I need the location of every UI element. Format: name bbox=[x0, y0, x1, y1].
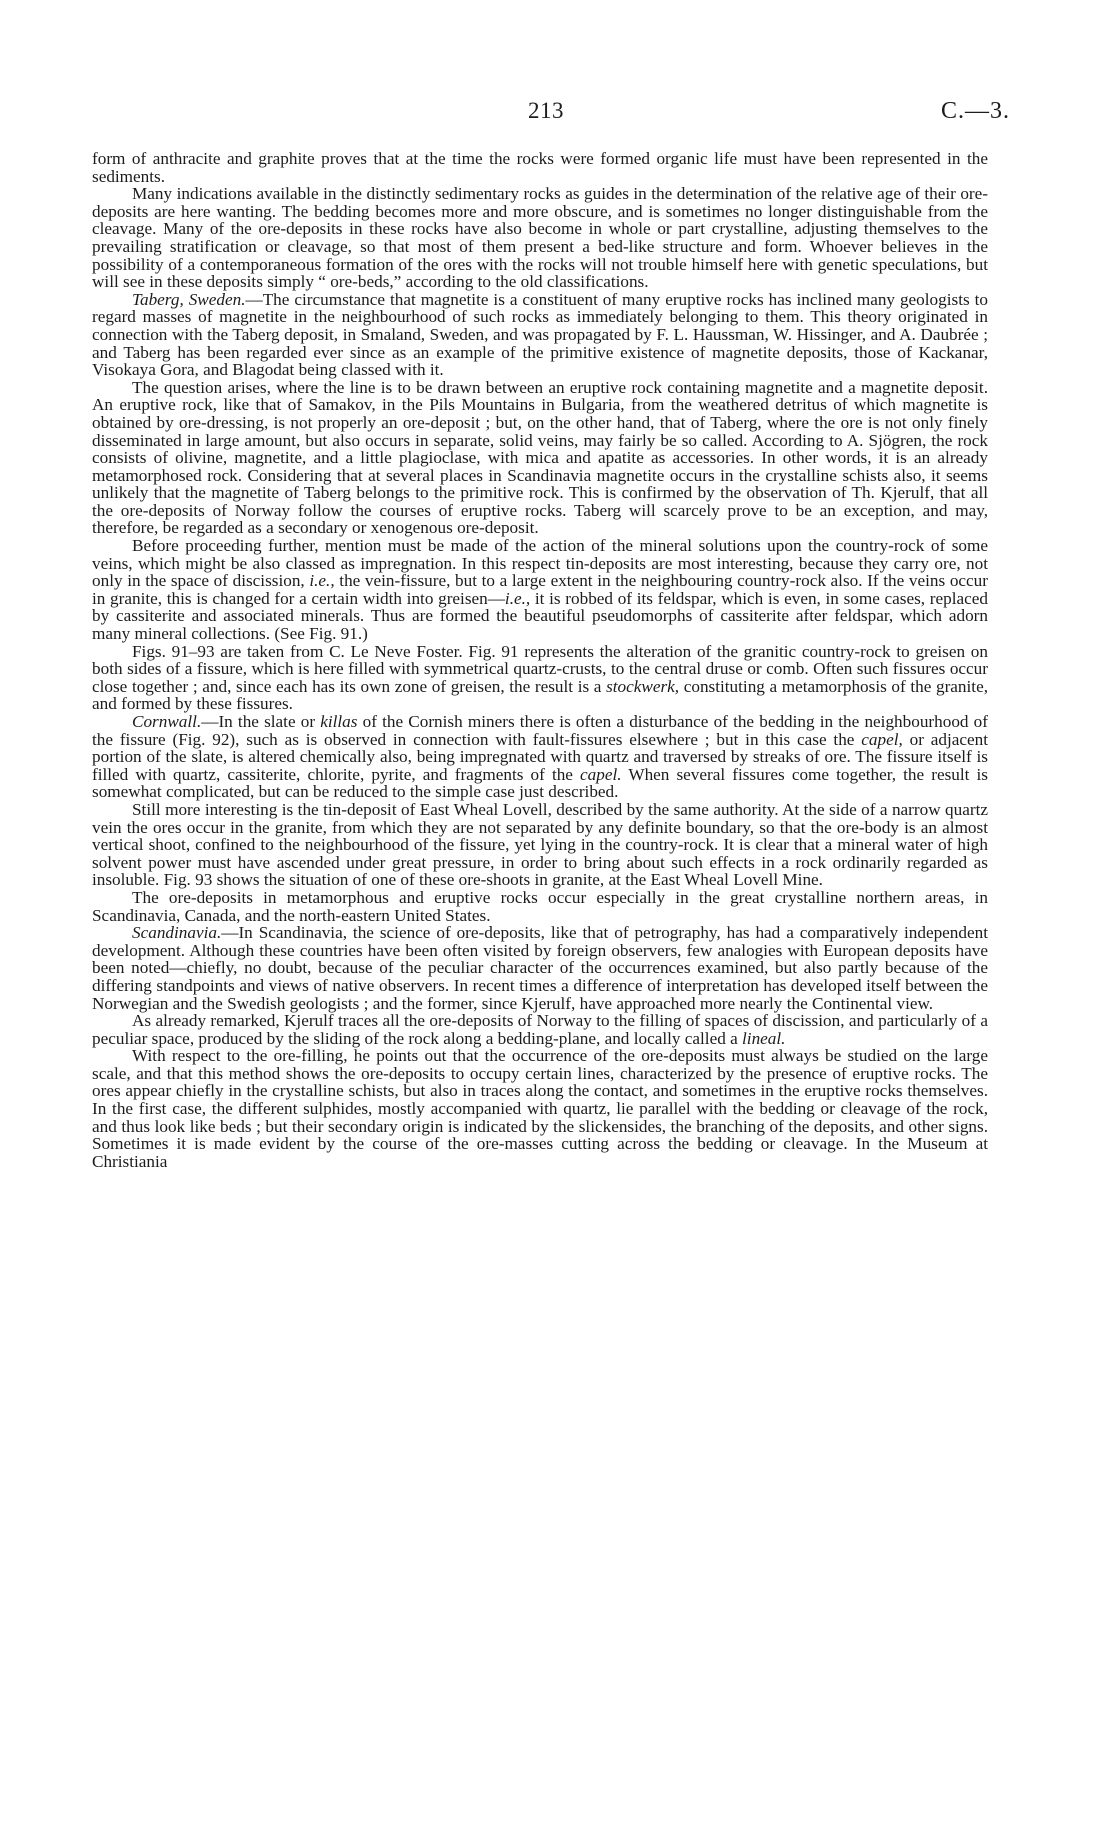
text-run: As already remarked, Kjerulf traces all the ore-deposits of Norway to the filling of spaces of discission, and particularly of a peculiar space, produced by the sliding of the rock along a bedding-plane, and locally called a bbox=[92, 1011, 988, 1048]
paragraph bbox=[92, 379, 988, 537]
paragraph bbox=[92, 924, 988, 1012]
paragraph bbox=[92, 643, 988, 713]
text-run: Many indications available in the distinctly sedimentary rocks as guides in the determination of the relative age of their ore-deposits are here wanting. The bedding becomes more and more obscure, and is sometimes no longer distinguishable from the cleavage. Many of the ore-deposits in these rocks have also become in whole or part crystalline, adjusting themselves to the prevailing stratification or cleavage, so that most of them present a bed-like structure and form. Whoever believes in the possibility of a contemporaneous formation of the ores with the rocks will not trouble himself here with genetic speculations, but will see in these deposits simply “ ore-beds,” according to the old classifications. bbox=[92, 184, 988, 292]
paragraph bbox=[92, 537, 988, 643]
text-run: Still more interesting is the tin-deposit of East Wheal Lovell, described by the same authority. At the side of a narrow quartz vein the ores occur in the granite, from which they are not separated by any definite boundary, so that the ore-body is an almost vertical shoot, confined to the neighbourhood of the fissure, yet lying in the country-rock. It is clear that a mineral water of high solvent power must have ascended under great pressure, in order to bring about such effects in a rock ordinarily regarded as insoluble. Fig. 93 shows the situation of one of these ore-shoots in granite, at the East Wheal Lovell Mine. bbox=[92, 799, 988, 890]
page-header bbox=[0, 98, 1114, 138]
paragraph bbox=[92, 801, 988, 889]
text-run: Before proceeding further, mention must be made of the action of the mineral solutions upon the country-rock of some veins, which might be also classed as impregnation. In this respect tin-deposits are most interesting, because they carry ore, not only in the space of discission, bbox=[92, 536, 988, 591]
text-run: the vein-fissure, but to a large extent in the neighbouring country-rock also. If the veins occur in granite, this is changed for a certain width into greisen— bbox=[92, 571, 988, 608]
italic-text: capel, bbox=[861, 729, 903, 749]
italic-text: lineal. bbox=[742, 1028, 786, 1048]
paragraph bbox=[92, 713, 988, 801]
text-run: —In the slate or bbox=[201, 712, 321, 731]
section-code: C.—3. bbox=[940, 98, 1010, 124]
italic-text: stockwerk, bbox=[606, 676, 680, 696]
paragraph bbox=[92, 291, 988, 379]
paragraph bbox=[92, 185, 988, 291]
italic-text: Taberg, Sweden. bbox=[132, 289, 246, 309]
italic-text: Scandinavia. bbox=[132, 923, 222, 943]
italic-text: killas bbox=[320, 712, 358, 731]
text-run: of the Cornish miners there is often a disturbance of the bedding in the neighbourhood of the fissure (Fig. 92), such as is observed in connection with fault-fissures elsewhere ; but in this case the bbox=[92, 712, 988, 749]
text-run: form of anthracite and graphite proves that at the time the rocks were formed organic life must have been represented in the sediments. bbox=[92, 149, 988, 186]
text-run: The question arises, where the line is to be drawn between an eruptive rock containing magnetite and a magnetite deposit. An eruptive rock, like that of Samakov, in the Pils Mountains in Bulgaria, from the weathered detritus of which magnetite is obtained by ore-dressing, is not properly an ore-deposit ; but, on the other hand, that of Taberg, where the ore is not only finely disseminated in large amount, but also occurs in separate, solid veins, may fairly be so called. According to A. Sjögren, the rock consists of olivine, magnetite, and a little plagioclase, with mica and apatite as accessories. In other words, it is an already metamorphosed rock. Considering that at several places in Scandinavia magnetite occurs in the crystalline schists also, it seems unlikely that the magnetite of Taberg belongs to the primitive rock. This is confirmed by the observation of Th. Kjerulf, that all the ore-deposits of Norway follow the courses of eruptive rocks. Taberg will scarcely prove to be an exception, and may, therefore, be regarded as a secondary or xenogenous ore-deposit. bbox=[92, 377, 988, 538]
paragraph bbox=[92, 1047, 988, 1170]
page-number: 213 bbox=[528, 98, 564, 123]
text-run: When several fissures come together, the result is somewhat complicated, but can be reduced to the simple case just described. bbox=[92, 764, 988, 802]
body-text bbox=[92, 150, 988, 1170]
text-run: With respect to the ore-filling, he points out that the occurrence of the ore-deposits must always be studied on the large scale, and that this method shows the ore-deposits to occupy certain lines, characterized by the presence of eruptive rocks. The ores appear chiefly in the crystalline schists, but also in traces along the contact, and sometimes in the eruptive rocks themselves. In the first case, the different sulphides, mostly accompanied with quartz, lie parallel with the bedding or cleavage of the rock, and thus look like beds ; but their secondary origin is indicated by the slickensides, the branching of the deposits, and other signs. Sometimes it is made evident by the course of the ore-masses cutting across the bedding or cleavage. In the Museum at Christiania bbox=[92, 1046, 988, 1171]
text-run: constituting a metamorphosis of the granite, and formed by these fissures. bbox=[92, 676, 988, 714]
paragraph bbox=[92, 1012, 988, 1047]
italic-text: Cornwall. bbox=[132, 712, 202, 731]
italic-text: i.e., bbox=[309, 571, 335, 591]
text-run: —The circumstance that magnetite is a constituent of many eruptive rocks has inclined many geologists to regard masses of magnetite in the neighbourhood of such rocks as immediately belonging to them. This theory originated in connection with the Taberg deposit, in Smaland, Sweden, and was propagated by F. L. Haussman, W. Hissinger, and A. Daubrée ; and Taberg has been regarded ever since as an example of the primitive existence of magnetite deposits, those of Kackanar, Visokaya Gora, and Blagodat being classed with it. bbox=[92, 289, 988, 380]
text-run: The ore-deposits in metamorphous and eruptive rocks occur especially in the great crystalline northern areas, in Scandinavia, Canada, and the north-eastern United States. bbox=[92, 887, 988, 925]
paragraph bbox=[92, 150, 988, 185]
text-run: Figs. 91–93 are taken from C. Le Neve Foster. Fig. 91 represents the alteration of the granitic country-rock to greisen on both sides of a fissure, which is here filled with symmetrical quartz-crusts, to the central druse or comb. Often such fissures occur close together ; and, since each has its own zone of greisen, the result is a bbox=[92, 641, 988, 696]
text-run: it is robbed of its feldspar, which is even, in some cases, replaced by cassiterite and associated minerals. Thus are formed the beautiful pseudomorphs of cassiterite after feldspar, which adorn many mineral collections. (See Fig. 91.) bbox=[92, 588, 988, 644]
text-run: —In Scandinavia, the science of ore-deposits, like that of petrography, has had a comparatively independent development. Although these countries have been often visited by foreign observers, few analogies with European deposits have been noted—chiefly, no doubt, because of the peculiar character of the occurrences examined, but also partly because of the differing standpoints and views of native observers. In recent times a difference of interpretation has developed itself between the Norwegian and the Swedish geologists ; and the former, since Kjerulf, have approached more nearly the Continental view. bbox=[92, 923, 988, 1013]
text-run: or adjacent portion of the slate, is altered chemically also, being impregnated with quartz and traversed by streaks of ore. The fissure itself is filled with quartz, cassiterite, chlorite, pyrite, and fragments of the bbox=[92, 729, 988, 784]
italic-text: capel. bbox=[580, 764, 622, 784]
paragraph bbox=[92, 889, 988, 924]
italic-text: i.e., bbox=[504, 588, 531, 608]
